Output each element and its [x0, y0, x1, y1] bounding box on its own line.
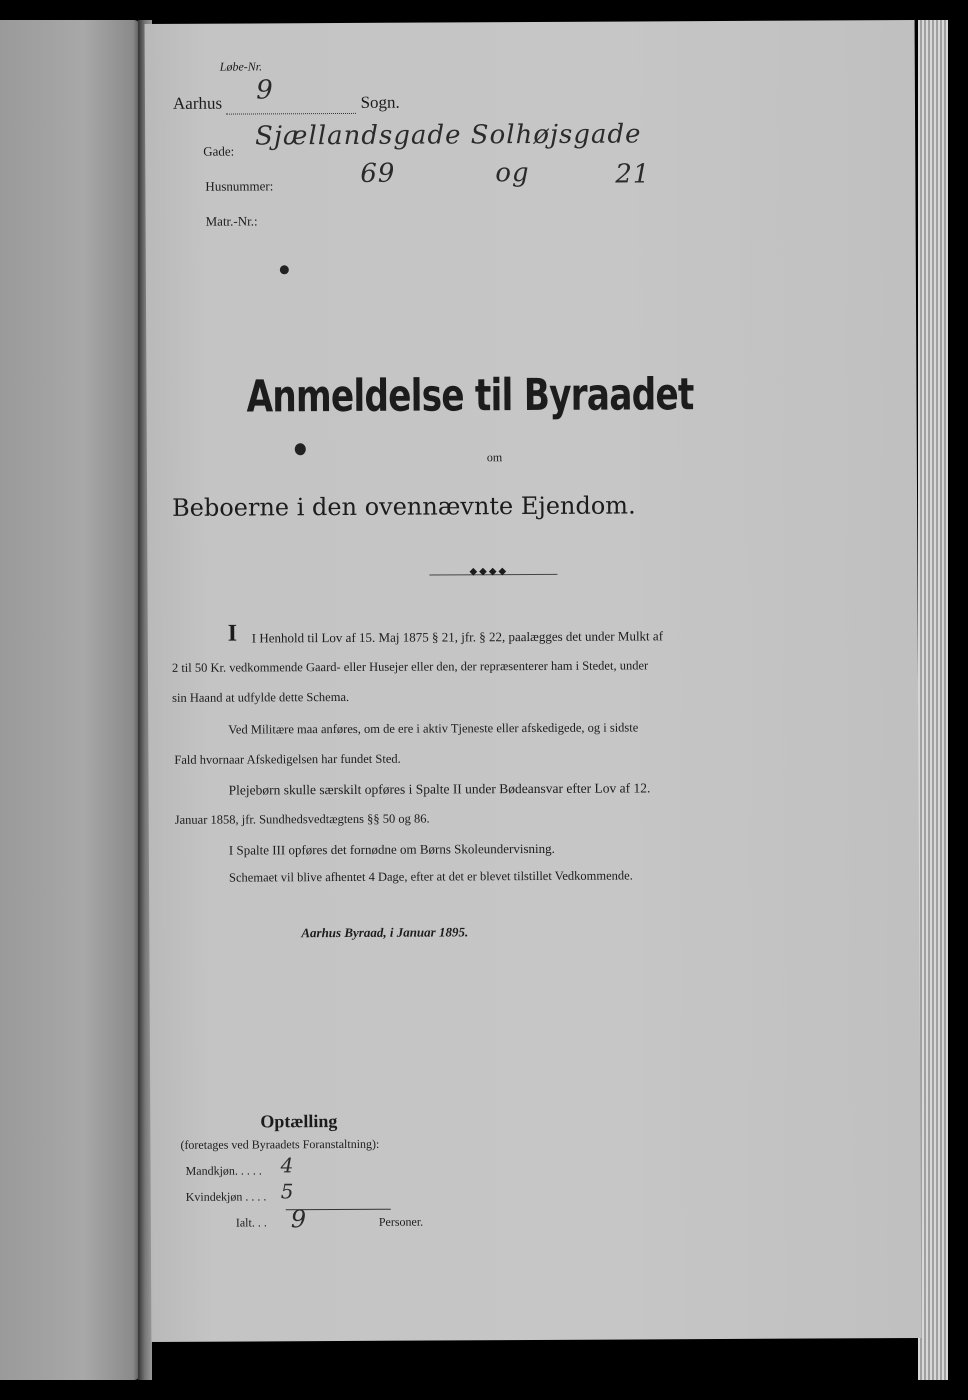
form-page	[145, 20, 922, 1342]
parish-handwritten: 9	[256, 75, 274, 106]
form-subtitle: Beboerne i den ovennævnte Ejendom.	[172, 491, 636, 522]
parish-line	[172, 75, 400, 115]
kvindekjon-value[interactable]: 5	[280, 1179, 295, 1204]
mandkjon-value[interactable]: 4	[280, 1153, 295, 1178]
ornament-dots: ◆◆◆◆	[469, 566, 509, 578]
p2-line2: Fald hvornaar Afskedigelsen har fundet Sted.	[174, 751, 401, 767]
p4-line1: I Spalte III opføres det fornødne om Børns Skoleundervisning.	[228, 840, 555, 858]
gade-value[interactable]: Sjællandsgade Solhøjsgade	[255, 119, 642, 152]
kvindekjon-label: Kvindekjøn . . . .	[185, 1189, 267, 1204]
p3-line1: Plejebørn skulle særskilt opføres i Spalte II under Bødeansvar efter Lov af 12.	[228, 780, 651, 798]
husnummer-value-3[interactable]: 21	[615, 159, 651, 190]
mandkjon-label: Mandkjøn. . . . .	[185, 1163, 262, 1178]
p2-line1: Ved Militære maa anføres, om de ere i aktiv Tjeneste eller afskedigede, og i sidste	[228, 720, 639, 737]
om-label: om	[486, 450, 503, 465]
city-label: Aarhus	[172, 93, 223, 113]
p1-line3: sin Haand at udfylde dette Schema.	[172, 689, 350, 705]
parish-label: Sogn.	[360, 92, 400, 112]
parish-field[interactable]	[226, 75, 356, 115]
count-note: (foretages ved Byraadets Foranstaltning):	[180, 1136, 380, 1152]
form-title: Anmeldelse til Byraadet	[246, 369, 694, 423]
instructions	[162, 618, 832, 885]
ialt-label: Ialt. . .	[235, 1215, 267, 1230]
ink-blot	[295, 443, 306, 455]
p3-line2: Januar 1858, jfr. Sundhedsvedtægtens §§ 50 og 86.	[174, 811, 430, 827]
matr-nr-label: Matr.-Nr.:	[205, 213, 258, 229]
lobe-nr-label: Løbe-Nr.	[219, 59, 263, 74]
p1-line1-visible: I Henhold til Lov af 15. Maj 1875 § 21, jfr. § 22, paalægges det under Mulkt af	[251, 628, 664, 646]
personer-label: Personer.	[378, 1214, 424, 1229]
husnummer-value-2[interactable]: og	[495, 158, 530, 189]
signature-line: Aarhus Byraad, i Januar 1895.	[301, 924, 469, 941]
left-page-edge	[0, 20, 140, 1380]
p5-line1: Schemaet vil blive afhentet 4 Dage, efter at det er blevet tilstillet Vedkommende.	[228, 868, 633, 885]
count-heading: Optælling	[260, 1111, 338, 1132]
husnummer-label: Husnummer:	[205, 178, 274, 194]
husnummer-value-1[interactable]: 69	[360, 158, 396, 189]
page-stack-edge	[918, 20, 948, 1380]
gade-label: Gade:	[203, 143, 235, 159]
p1-line2: 2 til 50 Kr. vedkommende Gaard- eller Husejer eller den, der repræsenterer ham i Stedet, under	[171, 658, 649, 675]
ialt-value[interactable]: 9	[290, 1205, 308, 1234]
ink-blot	[280, 265, 289, 274]
